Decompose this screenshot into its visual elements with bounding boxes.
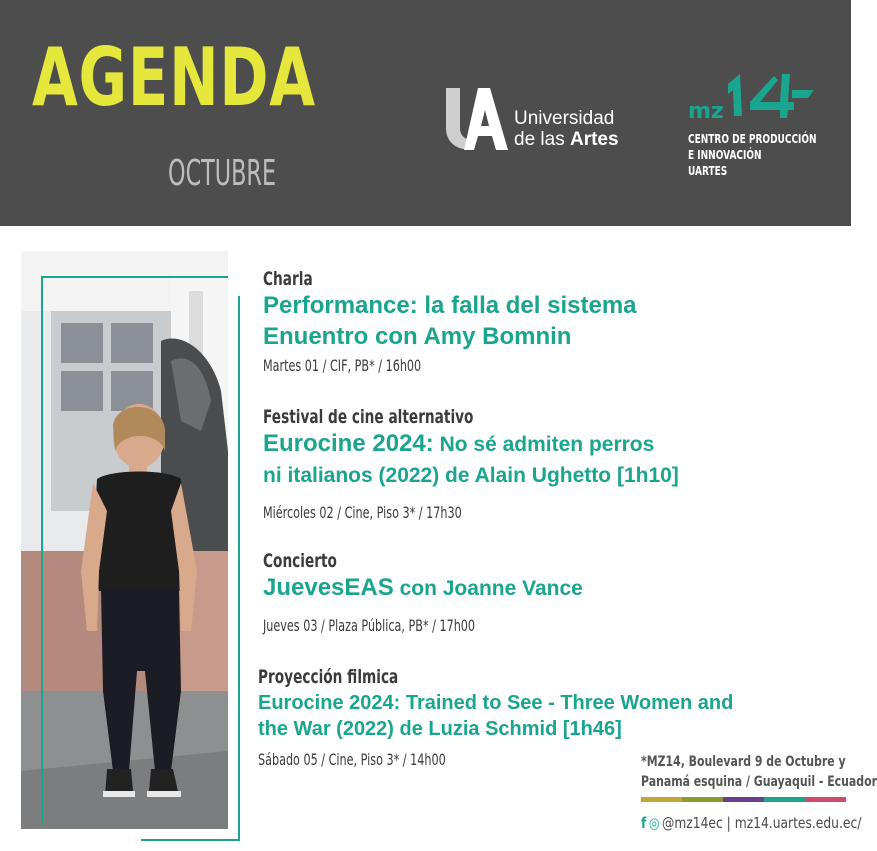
facebook-icon[interactable]: f: [641, 814, 647, 832]
svg-text:mz: mz: [688, 99, 724, 124]
event-category: Charla: [263, 268, 313, 290]
event-category: Proyección filmica: [258, 666, 399, 688]
event-meta: Martes 01 / CIF, PB* / 16h00: [263, 356, 422, 375]
venue-address: *MZ14, Boulevard 9 de Octubre y Panamá esquina / Guayaquil - Ecuador: [641, 754, 877, 790]
event-1: [263, 268, 637, 376]
uartes-line1: Universidad: [514, 108, 615, 129]
instagram-icon[interactable]: ◎: [648, 814, 660, 832]
color-bar-segment: [805, 797, 846, 802]
footer-separator: |: [722, 814, 735, 832]
frame-left: [41, 276, 43, 824]
event-title-line2: ni italianos (2022) de Alain Ughetto [1h10]: [263, 464, 679, 487]
color-bar-segment: [682, 797, 723, 802]
agenda-title: AGENDA: [32, 31, 316, 124]
uartes-logo-icon: [444, 88, 508, 150]
color-bar: [641, 797, 846, 802]
event-3: [263, 550, 583, 636]
uartes-line2: de las Artes: [514, 129, 619, 150]
event-category: Concierto: [263, 550, 337, 572]
header-banner: [0, 0, 851, 226]
month-label: OCTUBRE: [168, 153, 277, 194]
color-bar-segment: [641, 797, 682, 802]
uartes-wordmark: [514, 108, 619, 150]
social-handle[interactable]: @mz14ec: [662, 814, 723, 832]
event-title-line2: the War (2022) de Luzia Schmid [1h46]: [258, 718, 622, 740]
event-title-line2: Enuentro con Amy Bomnin: [263, 323, 572, 350]
event-meta: Sábado 05 / Cine, Piso 3* / 14h00: [258, 750, 446, 769]
color-bar-segment: [764, 797, 805, 802]
event-meta: Jueves 03 / Plaza Pública, PB* / 17h00: [263, 616, 476, 635]
color-bar-segment: [723, 797, 764, 802]
mz14-logo-icon: [688, 72, 818, 128]
event-2: [263, 406, 679, 523]
frame-bottom: [141, 839, 240, 841]
photo-illustration: [21, 251, 228, 829]
social-links: [641, 813, 861, 833]
event-title: JuevesEAS con Joanne Vance: [263, 574, 583, 601]
event-category: Festival de cine alternativo: [263, 406, 474, 428]
event-photo: [21, 251, 228, 829]
mz14-subtitle: CENTRO DE PRODUCCIÓN E INNOVACIÓN UARTES: [688, 132, 817, 178]
event-title-line1: Eurocine 2024: No sé admiten perros: [263, 430, 655, 457]
event-title-line1: Eurocine 2024: Trained to See - Three Women and: [258, 692, 734, 714]
event-meta: Miércoles 02 / Cine, Piso 3* / 17h30: [263, 503, 462, 522]
event-title-line1: Performance: la falla del sistema: [263, 292, 637, 319]
website-link[interactable]: mz14.uartes.edu.ec/: [734, 814, 862, 832]
frame-top: [41, 276, 228, 278]
frame-right: [238, 296, 240, 841]
